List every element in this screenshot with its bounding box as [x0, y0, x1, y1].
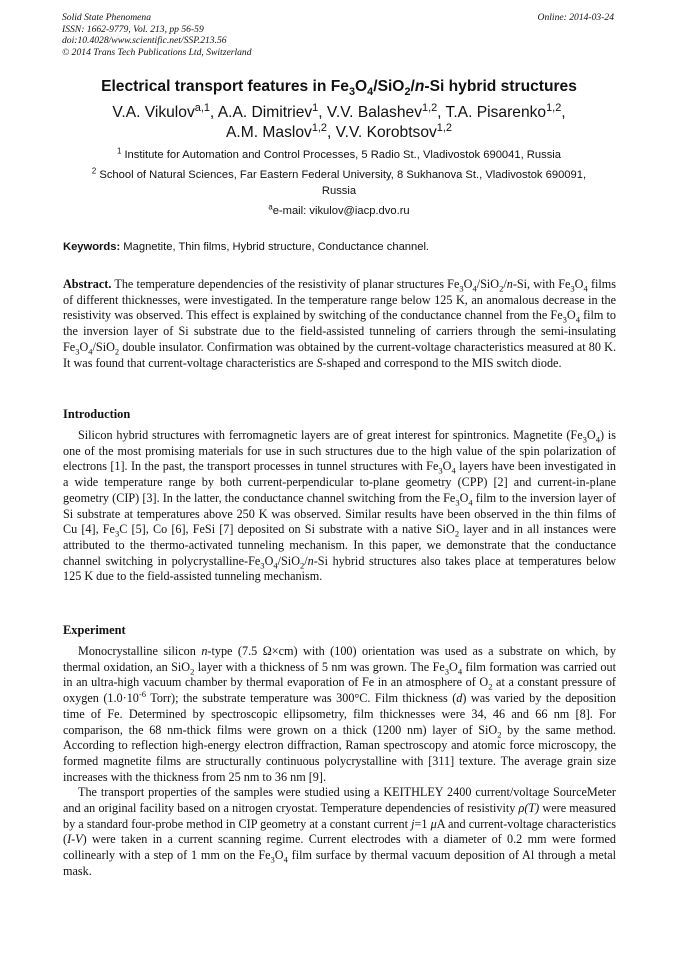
text-run: at a constant pressure of oxygen (1.0·10 — [63, 675, 616, 706]
text-run: O — [355, 78, 368, 95]
text-run: O — [79, 339, 89, 354]
text-run: a,1 — [194, 101, 210, 114]
text-run: ) is one of the most promising materials for use in such structures due to the high value of the spin polarization of electrons [1]. In the past, the transport processes in tunnel structures with Fe — [63, 428, 616, 474]
text-run: O — [264, 553, 274, 568]
text-run: , V.V. Korobtsov — [326, 124, 437, 141]
author-line-2 — [40, 123, 638, 143]
text-run: The temperature dependencies of the resistivity of planar structures Fe — [111, 277, 460, 291]
text-run: 2 — [300, 560, 305, 571]
text-run: A and current-voltage characteristics ( — [63, 816, 617, 847]
text-run: 2 — [454, 528, 460, 539]
affiliations — [75, 147, 603, 223]
text-run: -type (7.5 Ω×cm) with (100) orientation was used as a substrate on which, by thermal oxidation, an SiO — [63, 644, 616, 674]
text-run: 3 — [455, 497, 460, 508]
text-run: film surface by thermal vacuum deposition of Al through a metal mask. — [63, 848, 616, 878]
text-run: Electrical transport features in Fe — [101, 78, 349, 95]
text-run: 2 — [499, 283, 504, 294]
text-run: -Si, with Fe — [512, 277, 571, 291]
text-run: 4 — [451, 465, 456, 476]
text-run: d — [456, 691, 463, 706]
introduction-heading: Introduction — [63, 407, 131, 421]
text-run: e-mail: vikulov@iacp.dvo.ru — [272, 205, 410, 217]
text-run: n — [201, 644, 208, 658]
text-run: A.M. Maslov — [226, 124, 312, 141]
journal-name: Solid State Phenomena — [62, 12, 151, 23]
text-run: double insulator. Confirmation was obtained by the current-voltage characteristics measured at 80 K. It was found that current-voltage characteristics are — [63, 339, 616, 370]
text-run: / — [410, 78, 415, 95]
text-run: 3 — [114, 528, 120, 539]
text-run: 2 — [497, 728, 502, 739]
text-run: μ — [430, 816, 437, 831]
issn-line: ISSN: 1662-9779, Vol. 213, pp 56-59 — [62, 23, 204, 35]
text-run: 4 — [472, 283, 477, 294]
text-run: 2 — [114, 346, 120, 357]
text-run: 3 — [582, 434, 587, 445]
text-run: SiO — [281, 553, 300, 568]
text-run: / — [277, 553, 282, 568]
text-run: n — [506, 277, 513, 291]
text-run: 3 — [459, 283, 464, 294]
text-run: 4 — [457, 666, 463, 677]
text-run: V.A. Vikulov — [112, 104, 195, 121]
text-run: film to the inversion layer of Si substrate at temperatures above 250 K was observed. Similar results have been observed in the thin films of Cu [4], Fe — [63, 490, 616, 537]
text-run: School of Natural Sciences, Far Eastern Federal University, 8 Sukhanova St., Vladivostok 690091, Russia — [96, 169, 587, 197]
author-list — [40, 103, 638, 143]
text-run: 3 — [570, 283, 575, 294]
author-line-1 — [40, 103, 638, 123]
text-run: n — [414, 78, 425, 95]
text-run: 2 — [404, 86, 411, 99]
text-run: 4 — [575, 314, 580, 325]
text-run — [63, 785, 616, 879]
text-run: =1 — [414, 816, 431, 831]
text-run: O — [459, 490, 469, 505]
text-run: 4 — [595, 434, 600, 445]
text-run: -Si hybrid structures — [424, 78, 577, 95]
text-run: 4 — [583, 283, 588, 294]
text-run — [63, 277, 616, 371]
text-run: ρ(T) — [518, 801, 540, 816]
text-run: Torr); the substrate temperature was 300°C. Film thickness ( — [146, 691, 457, 706]
text-run: 3 — [270, 854, 275, 865]
text-run: /SiO — [92, 339, 115, 354]
text-run: 2 — [488, 681, 493, 692]
text-run: 3 — [444, 666, 450, 677]
text-run: Institute for Automation and Control Processes, 5 Radio St., Vladivostok 690041, Russia — [121, 149, 562, 161]
experiment-heading: Experiment — [63, 623, 126, 637]
email-line — [75, 203, 603, 219]
text-run: films of different thicknesses, were investigated. In the temperature range below 125 K, an anomalous decrease in the resistivity was observed. This effect is explained by switching of the conductance channel from the Fe — [63, 277, 616, 323]
affiliation-1 — [75, 147, 603, 163]
text-run: by the same method. According to reflection high-energy electron diffraction, Raman spectroscopy and atomic force microscopy, the formed magnetite films are structurally continuous polycrystalline with [311] texture. The average grain size increases with the thickness from 25 nm to 36 nm [9]. — [63, 722, 616, 784]
keywords — [63, 241, 615, 253]
text-run: /SiO — [373, 78, 405, 95]
text-run: O — [566, 308, 576, 323]
text-run: , T.A. Pisarenko — [437, 104, 547, 121]
text-run — [63, 644, 616, 785]
text-run: 4 — [283, 854, 288, 865]
text-run: , V.V. Balashev — [318, 104, 422, 121]
text-run — [63, 428, 616, 585]
text-run: 4 — [273, 560, 278, 571]
text-run: 4 — [367, 86, 374, 99]
text-run: -Si hybrid structures also takes place at temperatures below 125 K due to the field-assisted tunneling mechanism. — [63, 553, 616, 584]
text-run: O — [574, 277, 584, 291]
text-run: O — [463, 277, 473, 291]
text-run: 3 — [75, 346, 80, 357]
text-run: 3 — [260, 560, 265, 571]
journal-header — [62, 12, 252, 58]
text-run: 1,2 — [422, 101, 438, 114]
text-run: O — [442, 459, 452, 474]
text-run: 1 — [312, 101, 319, 114]
text-run: were measured by a standard four-probe method in CIP geometry at a constant current — [63, 801, 616, 831]
affiliation-2 — [75, 167, 603, 199]
text-run: O — [274, 848, 284, 863]
text-run: film to the inversion layer of Si substrate due to the field-assisted tunneling of carriers through the semi-insulating Fe — [63, 308, 616, 354]
text-run: Monocrystalline silicon — [78, 644, 202, 658]
text-run: 2 — [91, 166, 97, 176]
text-run: S — [316, 355, 323, 370]
text-run: O — [586, 428, 596, 442]
text-run: Magnetite, Thin films, Hybrid structure, Conductance channel. — [120, 241, 430, 253]
text-run: , — [561, 104, 566, 121]
text-run: a — [268, 202, 273, 212]
text-run: Silicon hybrid structures with ferromagnetic layers are of great interest for spintronics. Magnetite (Fe — [78, 428, 583, 442]
introduction-body — [63, 428, 616, 585]
text-run: -shaped and correspond to the MIS switch diode. — [322, 355, 562, 370]
paper-title — [40, 78, 638, 99]
text-run: 1,2 — [546, 101, 562, 114]
text-run: 1,2 — [311, 121, 327, 134]
text-run: C [5], Co [6], FeSi [7] deposited on Si substrate with a native SiO — [119, 522, 455, 537]
text-run: layers have been investigated in a wide temperature range by both current-perpendicular to-plane geometry (CPP) [2] and current-in-plane geometry (CIP) [3]. In the latter, the conductance channel switching from the Fe — [63, 459, 616, 505]
online-date: Online: 2014-03-24 — [537, 12, 614, 23]
text-run: Abstract. — [63, 277, 112, 291]
text-run: 3 — [348, 86, 356, 99]
text-run: 1 — [116, 146, 122, 156]
text-run: , A.A. Dimitriev — [209, 104, 313, 121]
text-run: I-V — [67, 832, 83, 847]
text-run: The transport properties of the samples were studied using a KEITHLEY 2400 current/voltage SourceMeter and an original facility based on a nitrogen cryostat. Temperature dependencies of resistivity — [63, 785, 616, 816]
text-run: / — [304, 553, 308, 568]
abstract — [63, 277, 616, 371]
text-run: layer and in all instances were attributed to the thermo-activated tunneling mechanism. In this paper, we demonstrate that the conductance channel switching in polycrystalline-Fe — [63, 522, 617, 568]
text-run: layer with a thickness of 5 nm was grown. The Fe — [194, 659, 445, 674]
text-run: Keywords: — [63, 241, 121, 253]
text-run: O — [449, 659, 458, 674]
text-run: /SiO — [476, 277, 500, 291]
text-run: 3 — [438, 465, 443, 476]
text-run: -6 — [138, 689, 146, 700]
text-run: 3 — [562, 314, 567, 325]
text-run: / — [503, 277, 507, 291]
text-run: 4 — [88, 346, 93, 357]
text-run: ) was varied by the deposition time of Fe. Determined by spectroscopic ellipsometry, film thicknesses were 34, 46 and 66 nm [8]. For comparison, the 68 nm-thick films were grown on a thick (1200 nm) layer of SiO — [63, 691, 617, 737]
text-run: film formation was carried out in an ultra-high vacuum chamber by thermal evaporation of Fe in an atmosphere of O — [63, 659, 616, 690]
text-run: 4 — [468, 497, 473, 508]
experiment-body — [63, 644, 616, 880]
text-run: 1,2 — [436, 121, 452, 134]
text-run: n — [307, 553, 314, 568]
doi-line: doi:10.4028/www.scientific.net/SSP.213.56 — [62, 35, 227, 47]
text-run: 2 — [190, 666, 195, 677]
text-run: ) were taken in a current scanning regime. Current electrodes with a diameter of 0.2 mm were formed collinearly with a step of 1 mm on the Fe — [63, 832, 616, 863]
text-run: j — [411, 816, 415, 831]
copyright-line: © 2014 Trans Tech Publications Ltd, Switzerland — [62, 46, 252, 58]
